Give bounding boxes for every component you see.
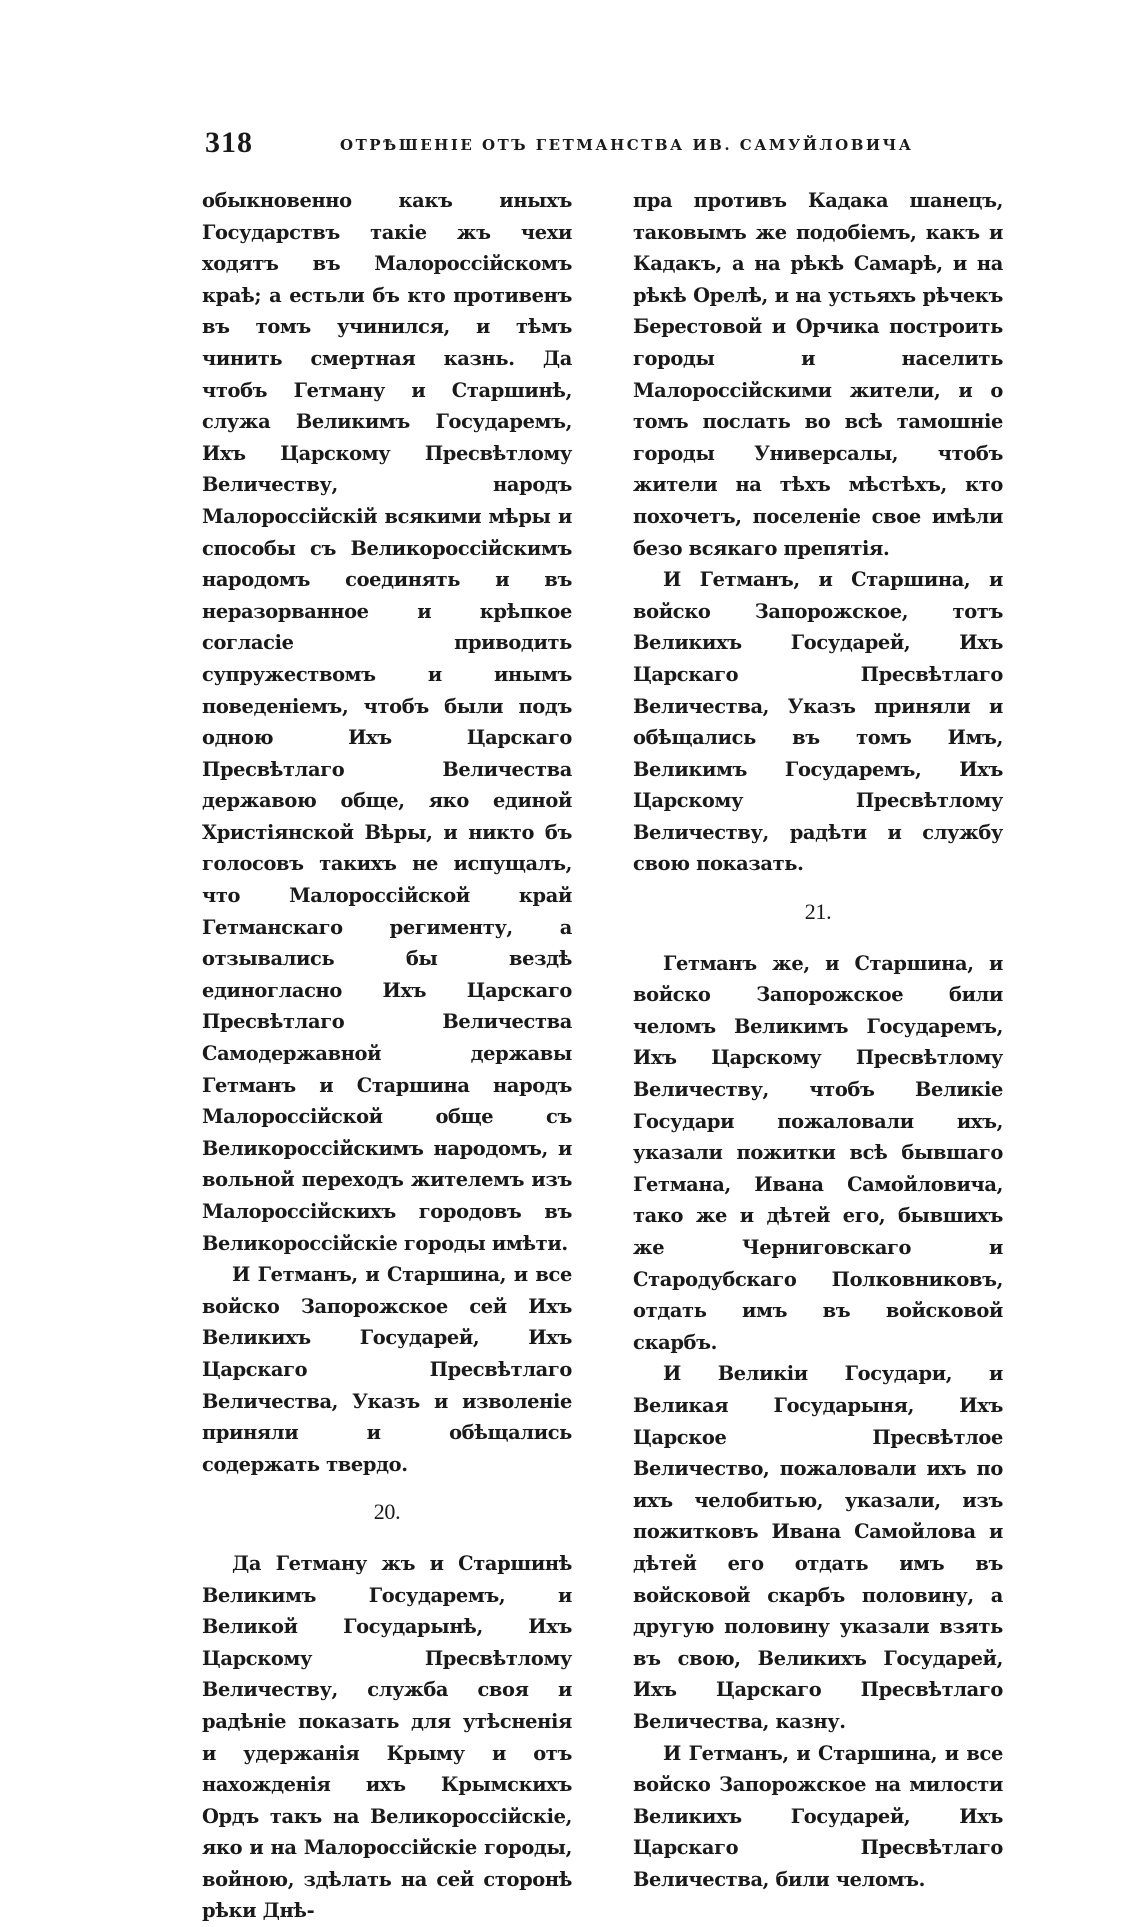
left-paragraph-2: И Гетманъ, и Старшина, и все войско Запорожское сей Ихъ Великихъ Государей, Ихъ Царскаго Пресвѣтлаго Величества, Указъ и изволеніе приняли и обѣщались содержать твердо. xyxy=(202,1263,572,1476)
page-number: 318 xyxy=(205,126,253,159)
right-paragraph-4: И Великіи Государи, и Великая Государыня, Ихъ Царское Пресвѣтлое Величество, пожаловали ихъ по ихъ челобитью, указали, изъ пожитковъ Ивана Самойлова и дѣтей его отдать имъ въ войсковой скарбъ половину, а другую половину указали взять въ свою, Великихъ Государей, Ихъ Царскаго Пресвѣтлаго Величества, казну. xyxy=(633,1362,1003,1733)
left-paragraph-1: обыкновенно какъ иныхъ Государствъ такіе жъ чехи ходятъ въ Малороссійскомъ краѣ; а естьли бъ кто противенъ въ томъ учинился, и тѣмъ чинить смертная казнь. Да чтобъ Гетману и Старшинѣ, служа Великимъ Государемъ, Ихъ Царскому Пресвѣтлому Величеству, народъ Малороссійскій всякими мѣры и способы съ Великороссійскимъ народомъ соединять и въ неразорванное и крѣпкое согласіе приводить супружествомъ и инымъ поведеніемъ, чтобъ были подъ одною Ихъ Царскаго Пресвѣтлаго Величества державою обще, яко единой Христіянской Вѣры, и никто бъ голосовъ такихъ не испущалъ, что Малороссійской край Гетманскаго регименту, а отзывались бы вездѣ единогласно Ихъ Царскаго Пресвѣтлаго Величества Самодержавной державы Гетманъ и Старшина народъ Малороссійской обще съ Великороссійскимъ народомъ, и вольной переходъ жителемъ изъ Малороссійскихъ городовъ въ Великороссійскіе городы имѣти. xyxy=(202,189,572,1255)
section-number-21: 21. xyxy=(804,899,832,925)
right-paragraph-1: пра противъ Кадака шанецъ, таковымъ же подобіемъ, какъ и Кадакъ, а на рѣкѣ Самарѣ, и на рѣкѣ Орелѣ, и на устьяхъ рѣчекъ Берестовой и Орчика построить городы и населить Малороссійскими жители, и о томъ послать во всѣ тамошніе городы Универсалы, чтобъ жители на тѣхъ мѣстѣхъ, кто похочетъ, поселеніе свое имѣли безо всякаго препятія. xyxy=(633,189,1003,560)
right-paragraph-2: И Гетманъ, и Старшина, и войско Запорожское, тотъ Великихъ Государей, Ихъ Царскаго Пресвѣтлаго Величества, Указъ приняли и обѣщались въ томъ Имъ, Великимъ Государемъ, Ихъ Царскому Пресвѣтлому Величеству, радѣти и службу свою показать. xyxy=(633,568,1003,876)
right-paragraph-3: Гетманъ же, и Старшина, и войско Запорожское били челомъ Великимъ Государемъ, Ихъ Царскому Пресвѣтлому Величеству, чтобъ Великіе Государи пожаловали ихъ, указали пожитки всѣ бывшаго Гетмана, Ивана Самойловича, тако же и дѣтей его, бывшихъ же Черниговскаго и Стародубскаго Полковниковъ, отдать имъ въ войсковой скарбъ. xyxy=(633,951,1003,1354)
right-column xyxy=(633,185,1003,1895)
section-number-20: 20. xyxy=(373,1499,401,1525)
left-paragraph-3: Да Гетману жъ и Старшинѣ Великимъ Государемъ, и Великой Государынѣ, Ихъ Царскому Пресвѣтлому Величеству, служба своя и радѣніе показать для утѣсненія и удержанія Крыму и отъ нахожденія ихъ Крымскихъ Ордъ такъ на Великороссійскіе, яко и на Малороссійскіе городы, войною, здѣлать на сей сторонѣ рѣки Днѣ- xyxy=(202,1551,572,1923)
running-title: ОТРѢШЕНІЕ ОТЪ ГЕТМАНСТВА ИВ. САМУЙЛОВИЧА xyxy=(340,136,914,154)
left-column xyxy=(202,185,572,1927)
page-header xyxy=(205,126,915,172)
right-paragraph-5: И Гетманъ, и Старшина, и все войско Запорожское на милости Великихъ Государей, Ихъ Царскаго Пресвѣтлаго Величества, били челомъ. xyxy=(633,1741,1003,1891)
